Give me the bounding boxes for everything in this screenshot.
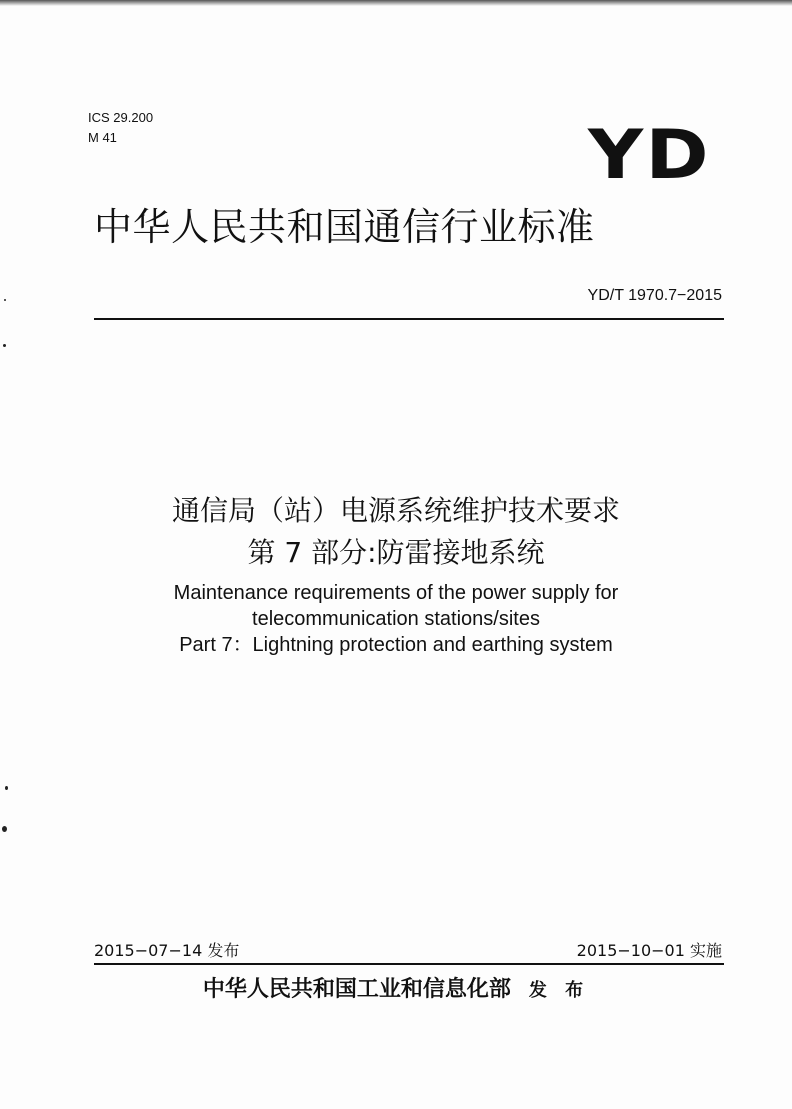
issue-date: 2015−07−14 发布: [94, 941, 240, 960]
standard-category-title: 中华人民共和国通信行业标准: [94, 205, 595, 249]
scan-top-edge: [0, 0, 792, 6]
implementation-date: 2015−10−01 实施: [576, 941, 722, 960]
title-en-line-1: Maintenance requirements of the power supply for: [173, 582, 619, 604]
header-rule: [94, 318, 724, 320]
footer-rule: [94, 963, 724, 965]
document-title: [0, 490, 792, 658]
publisher-name: 中华人民共和国工业和信息化部: [202, 976, 511, 1002]
scan-speck: [2, 826, 7, 832]
title-cn-line-2: 第 7 部分:防雷接地系统: [247, 536, 545, 569]
publisher-suffix: 发 布: [528, 980, 590, 1001]
standard-number: YD/T 1970.7−2015: [587, 287, 722, 304]
scan-speck: [3, 344, 6, 347]
ccs-code: M 41: [88, 130, 117, 145]
scan-speck: [5, 786, 8, 790]
title-en-line-3: Part 7：Lightning protection and earthing system: [179, 634, 613, 656]
ics-code: ICS 29.200: [88, 110, 154, 125]
classification-codes: [88, 108, 153, 148]
yd-logo: YD: [588, 116, 711, 195]
publisher: [0, 972, 792, 1008]
title-en-line-2: telecommunication stations/sites: [252, 608, 540, 630]
title-cn-line-1: 通信局（站）电源系统维护技术要求: [171, 494, 620, 527]
scan-speck: [4, 299, 6, 301]
